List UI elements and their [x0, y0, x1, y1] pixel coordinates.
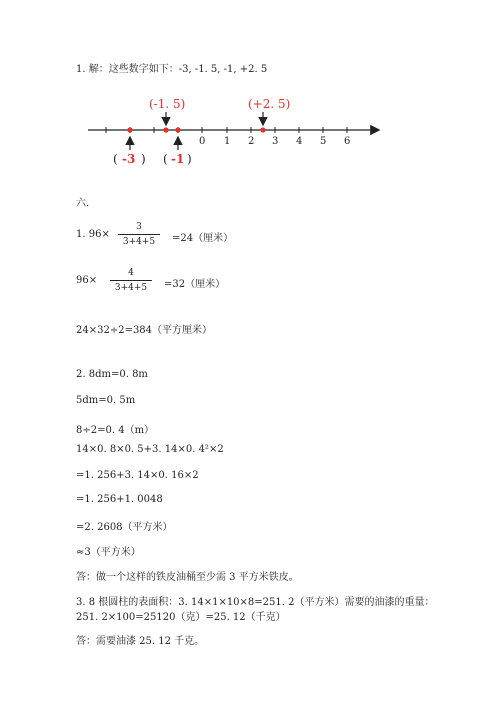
- label-above-plus-2-5: (+2. 5): [248, 97, 291, 111]
- tick-label: 1: [224, 136, 231, 147]
- q2-line5: =1. 256+3. 14×0. 16×2: [76, 470, 199, 481]
- q2-line1: 2. 8dm=0. 8m: [76, 369, 148, 380]
- tick-label: 4: [296, 136, 303, 147]
- sec6-line3: 24×32÷2=384（平方厘米）: [76, 325, 213, 336]
- tick-label: 2: [248, 136, 255, 147]
- q3-answer: 答：需要油漆 25. 12 千克。: [76, 636, 205, 647]
- point-minus-1: [175, 127, 180, 132]
- label-below-minus-3-close: ): [141, 152, 146, 166]
- fraction-2-numerator: 4: [128, 268, 134, 278]
- fraction-1-denominator: 3+4+5: [122, 237, 156, 247]
- sec6-line1-prefix: 1. 96×: [76, 229, 110, 240]
- q1-line: 1. 解：这些数字如下：-3, -1. 5, -1, +2. 5: [76, 64, 268, 75]
- sec6-line2-prefix: 96×: [76, 275, 98, 286]
- point-plus-2-5: [260, 127, 265, 132]
- q2-line3: 8÷2=0. 4（m）: [76, 425, 155, 436]
- q2-line7: =2. 2608（平方米）: [76, 522, 173, 533]
- tick-label: 3: [272, 136, 279, 147]
- q2-line6: =1. 256+1. 0048: [76, 494, 163, 505]
- sec6-line1-suffix: =24（厘米）: [172, 233, 234, 244]
- tick-label: 6: [344, 136, 351, 147]
- label-below-minus-1: -1: [171, 152, 185, 166]
- label-below-minus-1-close: ): [187, 152, 192, 166]
- q2-line2: 5dm=0. 5m: [76, 395, 136, 406]
- q2-answer: 答：做一个这样的铁皮油桶至少需 3 平方米铁皮。: [76, 572, 299, 583]
- section-heading: 六.: [76, 198, 90, 209]
- q2-line8: ≈3（平方米）: [76, 547, 141, 558]
- point-minus-3: [127, 127, 132, 132]
- label-above-minus-1-5: (-1. 5): [149, 97, 186, 111]
- label-below-minus-3: -3: [122, 152, 136, 166]
- fraction-2: [110, 266, 152, 295]
- fraction-1: [118, 220, 160, 249]
- q3-line2: 251. 2×100=25120（克）=25. 12（千克）: [76, 612, 286, 623]
- point-minus-1-5: [163, 127, 168, 132]
- q3-line1: 3. 8 根圆柱的表面积：3. 14×1×10×8=251. 2（平方米）需要的油漆的重量：: [76, 597, 435, 608]
- label-below-minus-3-open: (: [113, 152, 118, 166]
- tick-label: 5: [320, 136, 327, 147]
- tick-label: 0: [199, 136, 206, 147]
- sec6-line2-suffix: =32（厘米）: [164, 279, 226, 290]
- q2-line4: 14×0. 8×0. 5+3. 14×0. 4²×2: [76, 444, 224, 455]
- fraction-1-numerator: 3: [136, 222, 142, 232]
- fraction-2-denominator: 3+4+5: [114, 283, 148, 293]
- label-below-minus-1-open: (: [163, 152, 168, 166]
